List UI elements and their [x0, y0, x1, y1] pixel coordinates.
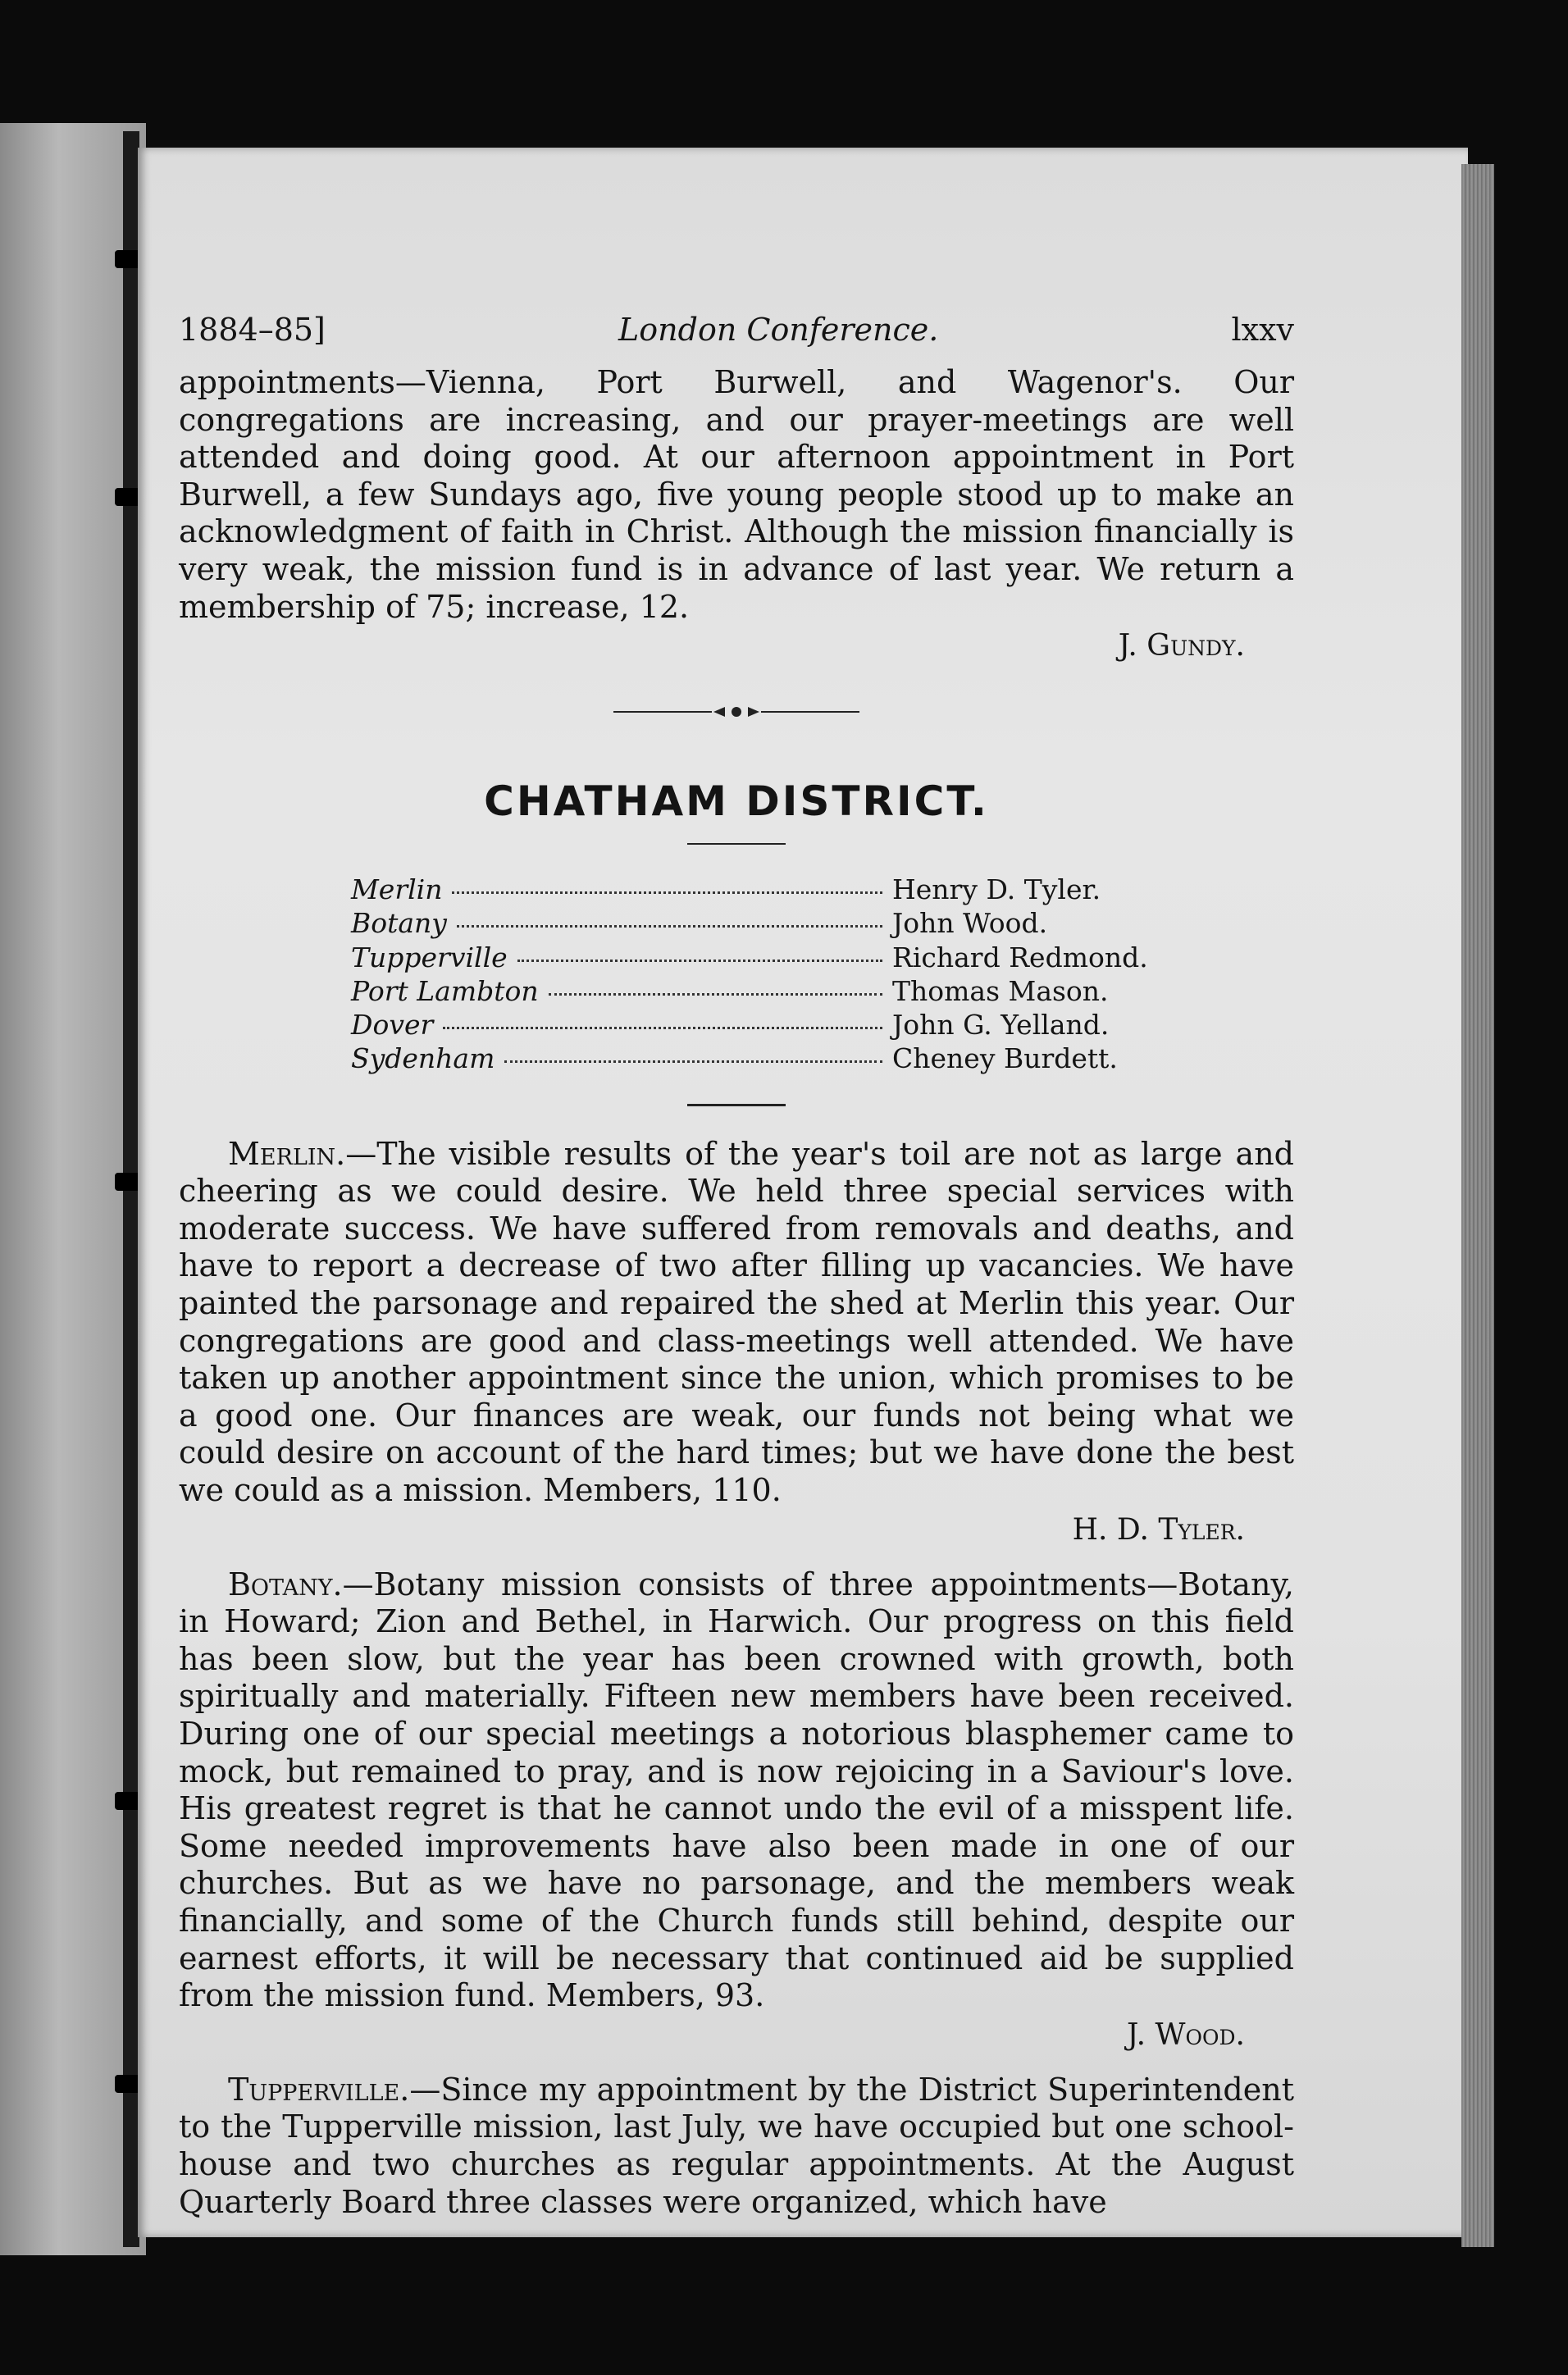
report-body: [179, 2072, 1294, 2221]
appointment-minister: Cheney Burdett.: [892, 1042, 1118, 1075]
leader-dots: [504, 1060, 882, 1063]
appointment-minister: Richard Redmond.: [892, 941, 1148, 973]
page-content: [179, 312, 1294, 2241]
appointment-place: Botany: [351, 907, 447, 940]
appointment-minister: John G. Yelland.: [892, 1009, 1110, 1042]
appointment-row: [351, 974, 1122, 1008]
opening-signature: J. Gundy.: [1118, 629, 1245, 663]
report-text: —Botany mission consists of three appointments—Botany, in Howard; Zion and Bethel, in Harwich. Our progress on this field has been slow, but the year has been crowned with growth, both spiritually and materially. Fifteen new members have been received. During one of our special meetings a notorious blasphemer came to mock, but remained to pray, and is now rejoicing in a Saviour's love. His greatest regret is that he cannot undo the evil of a misspent life. Some needed improvements have also been made in one of our churches. But as we have no parsonage, and the members weak financially, and some of the Church funds still behind, despite our earnest efforts, it will be necessary that continued aid be supplied from the mission fund. Members, 93.: [179, 1566, 1294, 2014]
appointments-list: [351, 873, 1148, 1076]
appointment-row: [351, 1008, 1122, 1042]
ornamental-rule: [613, 704, 859, 720]
title-rule: [687, 843, 786, 845]
page-number: lxxv: [1231, 312, 1294, 348]
leader-dots: [452, 891, 882, 894]
leader-dots: [549, 993, 882, 996]
appointment-row: [351, 941, 1148, 974]
report-text: —Since my appointment by the District Superintendent to the Tupperville mission, last July, we have occupied but one school-house and two churches as regular appointments. At the August Quarterly Board three classes were organized, which have: [179, 2071, 1294, 2220]
appointment-place: Sydenham: [351, 1042, 495, 1075]
leader-dots: [517, 960, 882, 962]
appointment-place: Merlin: [351, 873, 443, 906]
leader-dots: [443, 1027, 882, 1029]
running-head-year: 1884–85]: [179, 312, 326, 348]
appointment-row: [351, 873, 1122, 906]
appointment-row: [351, 906, 1122, 940]
leader-dots: [457, 925, 882, 928]
report-signature: J. Wood.: [1126, 2017, 1245, 2052]
district-title: CHATHAM DISTRICT.: [484, 777, 989, 826]
appointment-place: Tupperville: [351, 941, 508, 973]
opening-paragraph: appointments—Vienna, Port Burwell, and Wagenor's. Our congregations are increasing, and our prayer-meetings are well attended and doing good. At our afternoon appointment in Port Burwell, a few Sundays ago, five young people stood up to make an acknowledgment of faith in Christ. Although the mission financially is very weak, the mission fund is in advance of last year. We return a membership of 75; increase, 12.: [179, 364, 1294, 625]
appointment-minister: Thomas Mason.: [892, 974, 1109, 1007]
appointment-minister: Henry D. Tyler.: [892, 873, 1101, 906]
report-heading: Merlin.: [228, 1135, 346, 1172]
report-text: —The visible results of the year's toil are not as large and cheering as we could desire. We held three special services with moderate success. We have suffered from removals and deaths, and have to report a decrease of two after filling up vacancies. We have painted the parsonage and repaired the shed at Merlin this year. Our congregations are good and class-meetings well attended. We have taken up another appointment since the union, which promises to be a good one. Our finances are weak, our funds not being what we could desire on account of the hard times; but we have done the best we could as a mission. Members, 110.: [179, 1135, 1294, 1508]
appointment-place: Port Lambton: [351, 974, 539, 1007]
appointment-place: Dover: [351, 1009, 434, 1042]
appointment-row: [351, 1042, 1122, 1075]
report-body: [179, 1136, 1294, 1510]
running-head: [179, 312, 1294, 348]
running-head-title: London Conference.: [618, 312, 939, 348]
report-botany: [179, 1566, 1294, 2052]
report-body: [179, 1566, 1294, 2015]
section-rule: [687, 1104, 786, 1106]
report-heading: Tupperville.: [228, 2071, 410, 2108]
report-signature: H. D. Tyler.: [1072, 1512, 1245, 1547]
report-heading: Botany.: [228, 1566, 343, 1602]
page-block-edge: [1461, 164, 1494, 2247]
appointment-minister: John Wood.: [892, 907, 1048, 940]
report-tupperville: [179, 2072, 1294, 2221]
report-merlin: [179, 1136, 1294, 1547]
